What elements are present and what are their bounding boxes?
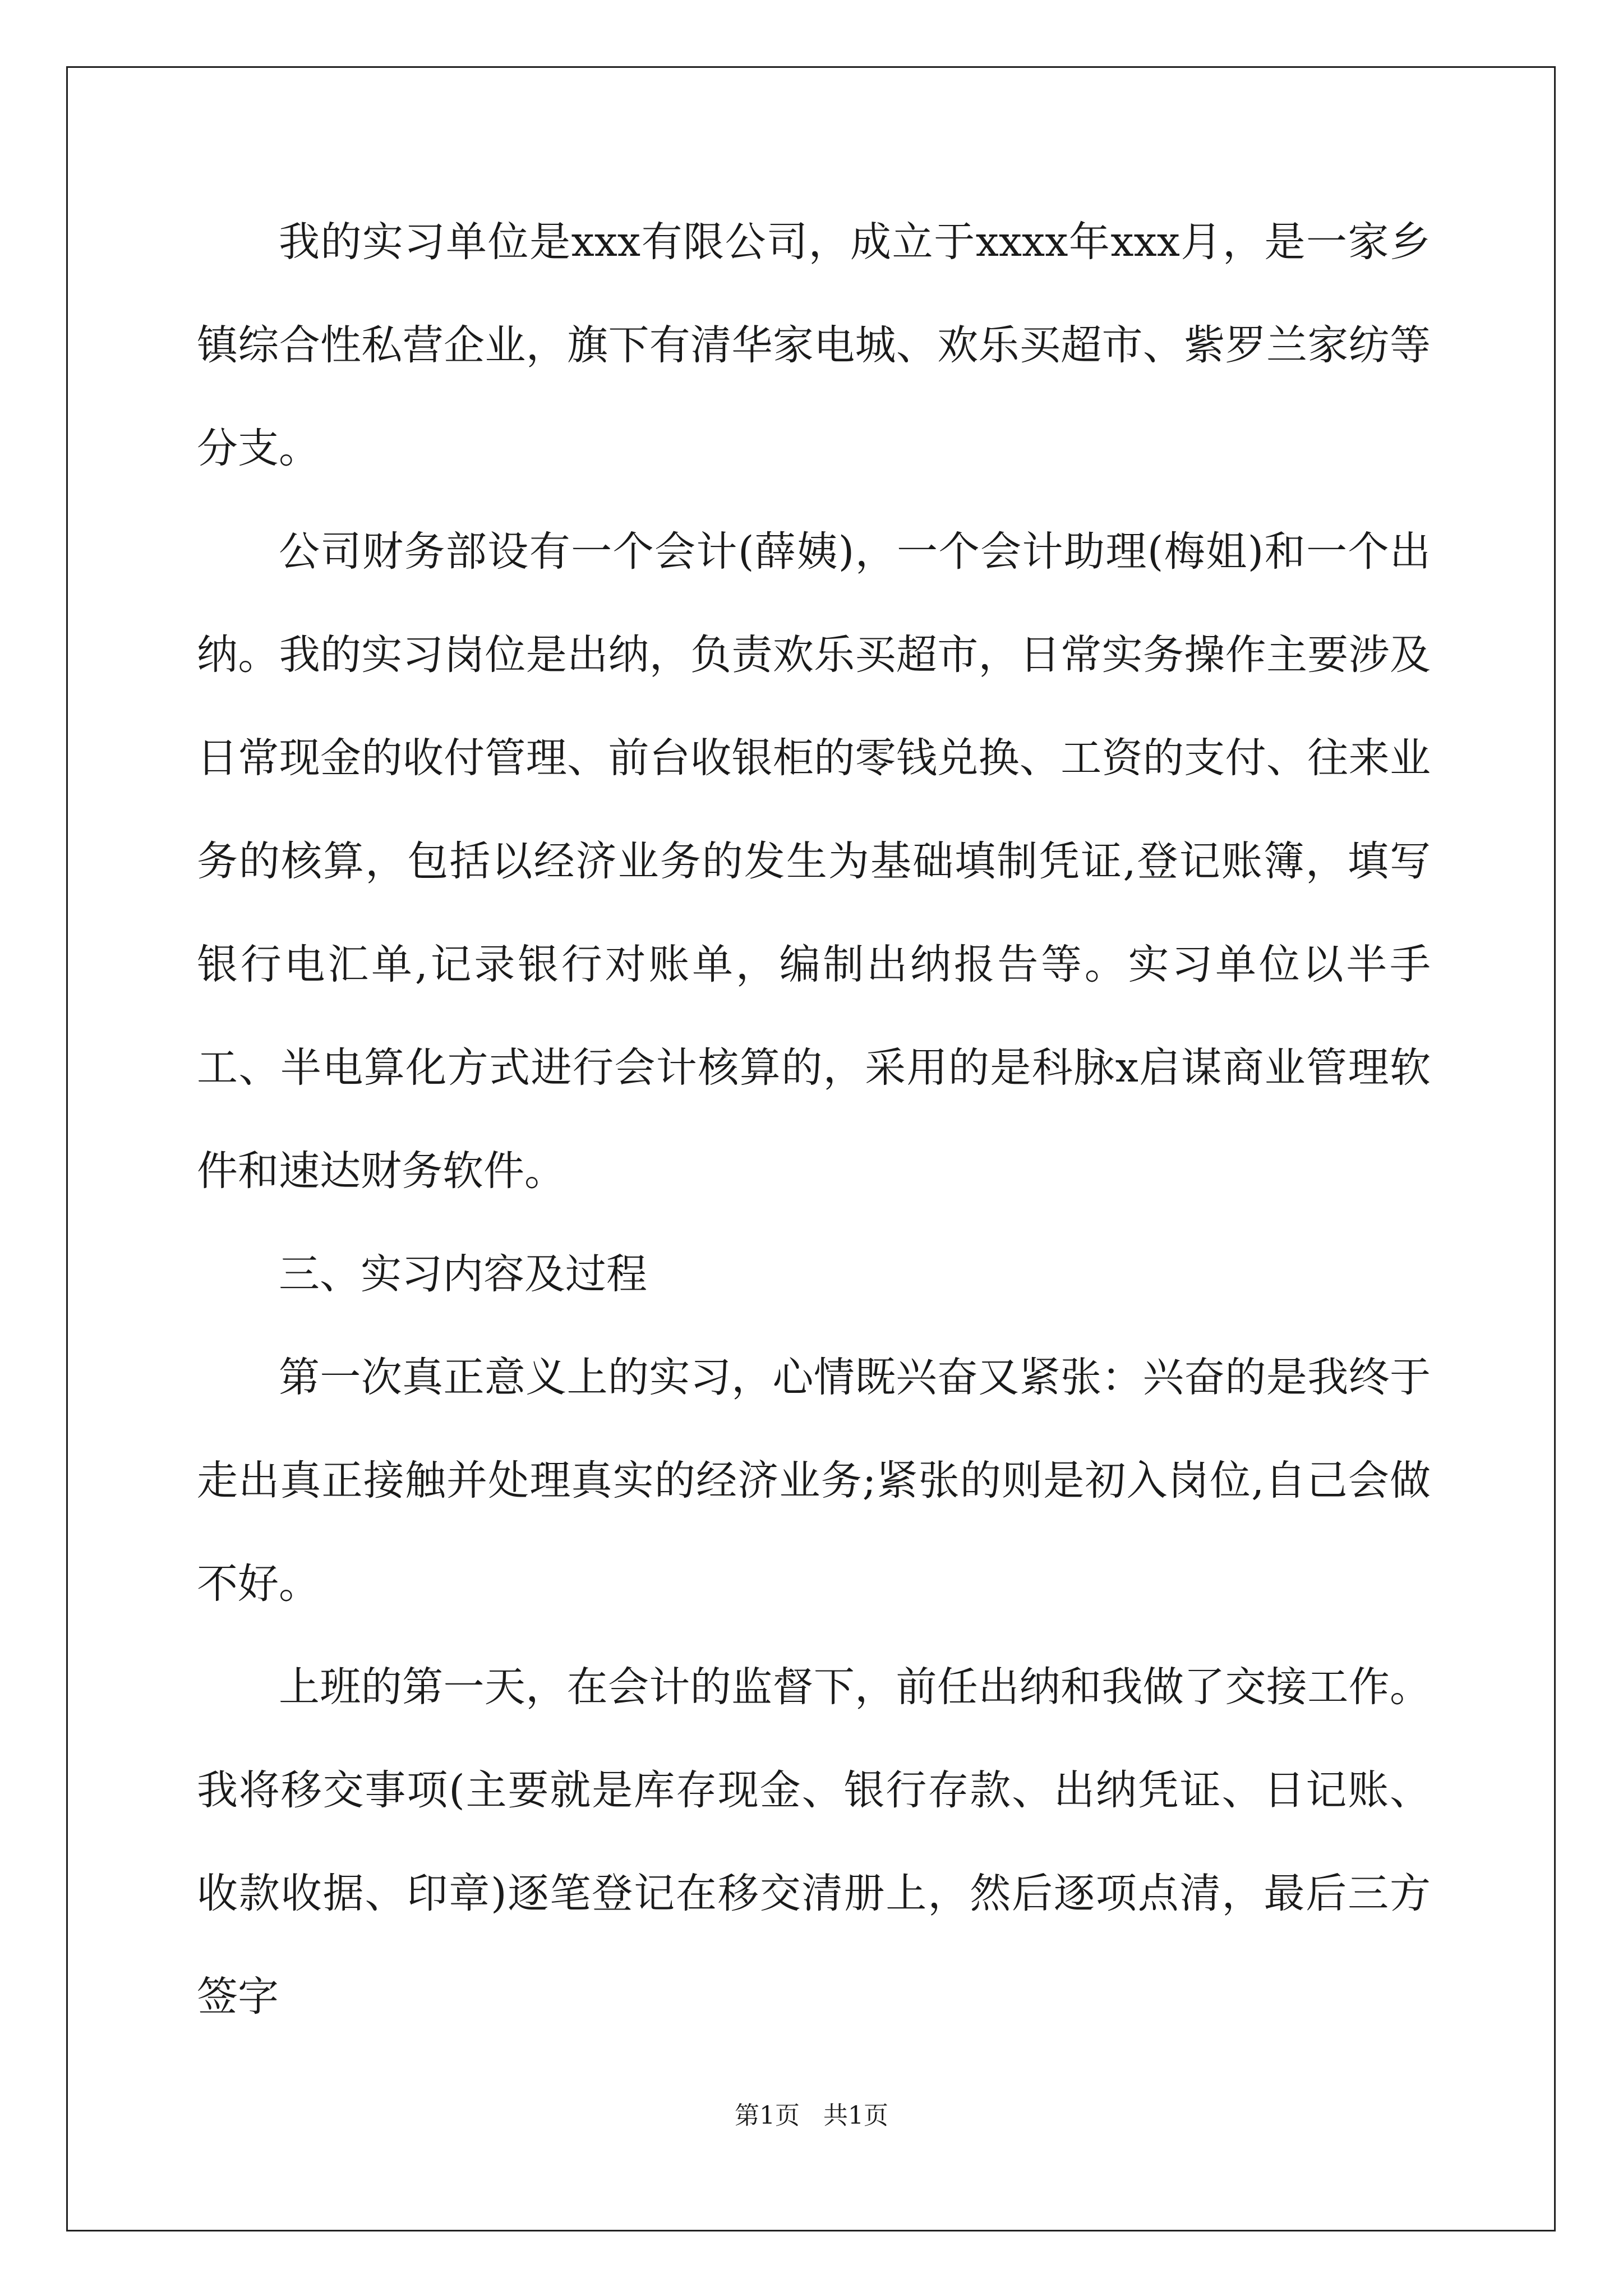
document-body bbox=[197, 191, 1431, 2049]
paragraph-2: 公司财务部设有一个会计(薛姨)，一个会计助理(梅姐)和一个出纳。我的实习岗位是出纳，负责欢乐买超市，日常实务操作主要涉及日常现金的收付管理、前台收银柜的零钱兑换、工资的支付、往来业务的核算，包括以经济业务的发生为基础填制凭证,登记账簿，填写银行电汇单,记录银行对账单，编制出纳报告等。实习单位以半手工、半电算化方式进行会计核算的，采用的是科脉x启谋商业管理软件和速达财务软件。 bbox=[197, 528, 1431, 1195]
paragraph-4: 上班的第一天，在会计的监督下，前任出纳和我做了交接工作。我将移交事项(主要就是库存现金、银行存款、出纳凭证、日记账、收款收据、印章)逐笔登记在移交清册上，然后逐项点清，最后三方签字 bbox=[197, 1663, 1431, 2021]
page-number: 第1页 bbox=[735, 2101, 800, 2130]
page-footer bbox=[0, 2095, 1623, 2131]
paragraph-1: 我的实习单位是xxx有限公司，成立于xxxx年xxx月，是一家乡镇综合性私营企业，旗下有清华家电城、欢乐买超市、紫罗兰家纺等分支。 bbox=[197, 218, 1431, 472]
page-total: 共1页 bbox=[823, 2101, 888, 2130]
paragraph-3: 第一次真正意义上的实习，心情既兴奋又紧张：兴奋的是我终于走出真正接触并处理真实的经济业务;紧张的则是初入岗位,自己会做不好。 bbox=[197, 1354, 1431, 1608]
section-heading: 三、实习内容及过程 bbox=[279, 1250, 647, 1298]
